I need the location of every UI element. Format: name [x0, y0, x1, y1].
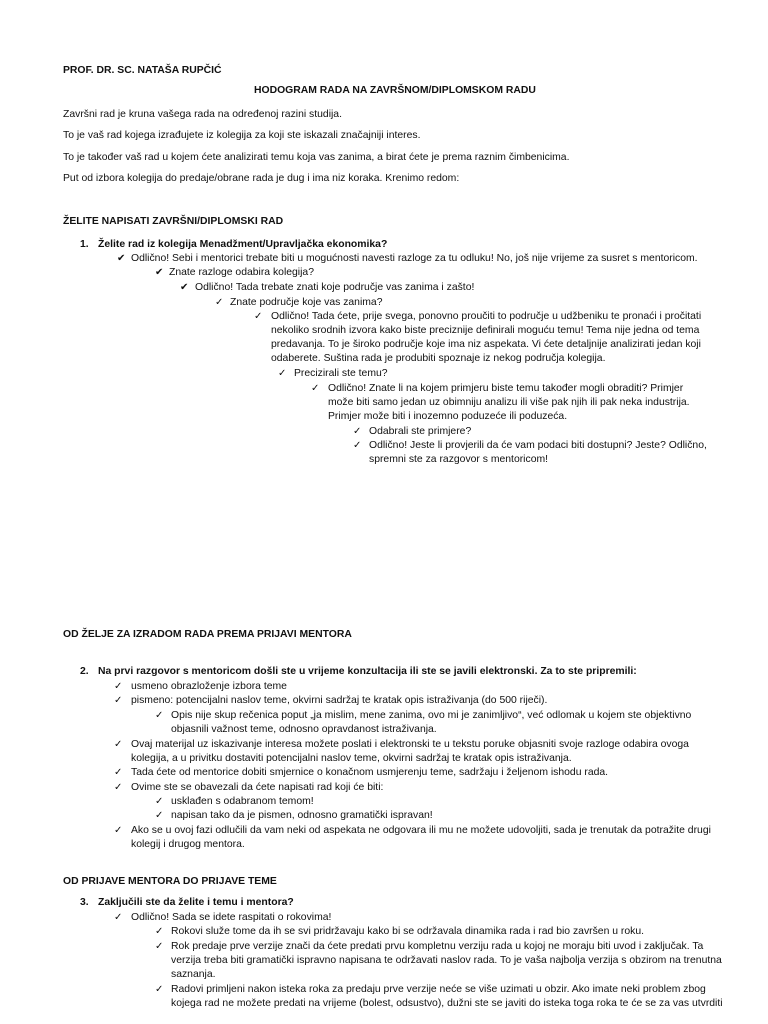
list-item: usklađen s odabranom temom! [171, 796, 314, 807]
check-icon: ✓ [155, 796, 164, 807]
question: Zaključili ste da želite i temu i mentora? [98, 897, 294, 908]
section-heading: OD PRIJAVE MENTORA DO PRIJAVE TEME [63, 876, 277, 887]
document-title: HODOGRAM RADA NA ZAVRŠNOM/DIPLOMSKOM RADU [254, 85, 536, 96]
list-item: Ovaj materijal uz iskazivanje interesa možete poslati i elektronski te u tekstu poruke objasniti svoje razloge odabira ovoga [131, 739, 689, 750]
check-icon: ✓ [114, 767, 123, 778]
check-icon: ✓ [278, 368, 287, 379]
list-item: usmeno obrazloženje izbora teme [131, 681, 287, 692]
check-icon: ✓ [215, 297, 224, 308]
list-item: Znate područje koje vas zanima? [230, 297, 383, 308]
check-icon: ✔ [155, 267, 164, 278]
list-number: 3. [80, 897, 89, 908]
check-icon: ✓ [114, 695, 123, 706]
check-icon: ✓ [114, 912, 123, 923]
check-icon: ✓ [155, 710, 164, 721]
section-heading: OD ŽELJE ZA IZRADOM RADA PREMA PRIJAVI MENTORA [63, 629, 352, 640]
check-icon: ✓ [155, 810, 164, 821]
section-heading: ŽELITE NAPISATI ZAVRŠNI/DIPLOMSKI RAD [63, 216, 284, 227]
list-number: 2. [80, 666, 89, 677]
check-icon: ✓ [114, 825, 123, 836]
list-item: napisan tako da je pismen, odnosno gramatički ispravan! [171, 810, 433, 821]
list-item: Radovi primljeni nakon isteka roka za predaju prve verzije neće se više uzimati u obzir. Ako imate neki problem zbog [171, 984, 706, 995]
list-item: može biti samo jedan uz obimniju analizu ili više pak njih ili pak neka industrija. [328, 397, 690, 408]
list-item: Ovime ste se obavezali da ćete napisati rad koji će biti: [131, 782, 384, 793]
list-item: Odlično! Tada ćete, prije svega, ponovno proučiti to područje u udžbeniku te pronaći i pročitati [271, 311, 702, 322]
list-item: Odlično! Tada trebate znati koje područje vas zanima i zašto! [195, 282, 475, 293]
list-item: predavanja. To je široko područje koje ima niz aspekata. Vi ćete detaljnije analizirati jedan koji [271, 339, 701, 350]
check-icon: ✓ [114, 681, 123, 692]
list-item: Odlično! Sada se idete raspitati o rokovima! [131, 912, 332, 923]
list-item: verzija treba biti gramatički ispravno napisana te održavati naslov rada. To je vaša najbolja verzija s obzirom na trenutna [171, 955, 722, 966]
list-item: pismeno: potencijalni naslov teme, okvirni sadržaj te kratak opis istraživanja (do 500 riječi). [131, 695, 548, 706]
author-name: PROF. DR. SC. NATAŠA RUPČIĆ [63, 65, 222, 76]
list-item: Precizirali ste temu? [294, 368, 388, 379]
list-item: odaberete. Suština rada je produbiti spoznaje iz nekog područja kolegija. [271, 353, 606, 364]
list-item: Znate razloge odabira kolegija? [169, 267, 314, 278]
check-icon: ✓ [114, 782, 123, 793]
question: Na prvi razgovor s mentoricom došli ste u vrijeme konzultacija ili ste se javili elektronski. Za to ste pripremili: [98, 666, 637, 677]
check-icon: ✓ [311, 383, 320, 394]
check-icon: ✓ [353, 426, 362, 437]
list-item: saznanja. [171, 969, 216, 980]
list-item: Opis nije skup rečenica poput „ja mislim, mene zanima, ovo mi je zanimljivo“, već odlomak u kojem ste objektivno [171, 710, 692, 721]
list-item: Odabrali ste primjere? [369, 426, 472, 437]
list-item: Rokovi služe tome da ih se svi pridržavaju kako bi se održavala dinamika rada i rad bio završen u roku. [171, 926, 645, 937]
list-item: kolegij i drugog mentora. [131, 839, 245, 850]
list-item: Rok predaje prve verzije znači da ćete predati prvu kompletnu verziju rada u kojoj ne moraju biti uvod i zaključak. Ta [171, 941, 704, 952]
check-icon: ✔ [117, 253, 126, 264]
list-item: spremni ste za razgovor s mentoricom! [369, 454, 549, 465]
list-item: Primjer može biti i inozemno poduzeće ili poduzeća. [328, 411, 568, 422]
list-item: Odlično! Jeste li provjerili da će vam podaci biti dostupni? Jeste? Odlično, [369, 440, 707, 451]
list-item: Odlično! Znate li na kojem primjeru biste temu također mogli obraditi? Primjer [328, 383, 684, 394]
check-icon: ✓ [155, 984, 164, 995]
list-item: Odlično! Sebi i mentorici trebate biti u mogućnosti navesti razloge za tu odluku! No, još nije vrijeme za susret s mentoricom. [131, 253, 698, 264]
check-icon: ✓ [114, 739, 123, 750]
list-item: objasnili važnost teme, odnosno opravdanost istraživanja. [171, 724, 437, 735]
check-icon: ✓ [155, 941, 164, 952]
check-icon: ✓ [254, 311, 263, 322]
check-icon: ✓ [155, 926, 164, 937]
intro-paragraph: To je vaš rad kojega izrađujete iz kolegija za koji ste iskazali značajniji interes. [63, 130, 421, 141]
list-item: nekoliko srodnih izvora kako biste preciznije definirali moguću temu! Tema nije jedna od tema [271, 325, 700, 336]
intro-paragraph: To je također vaš rad u kojem ćete analizirati temu koja vas zanima, a birat ćete je prema raznim čimbenicima. [63, 152, 570, 163]
list-item: kojega rad ne možete predati na vrijeme (bolest, odsustvo), dužni ste se javiti do isteka toga roka te će se za vas utvrditi [171, 998, 723, 1009]
question: Želite rad iz kolegija Menadžment/Upravljačka ekonomika? [98, 239, 388, 250]
check-icon: ✓ [353, 440, 362, 451]
list-item: kolegija, a u privitku dostaviti potencijalni naslov teme, okvirni sadržaj te kratak opis istraživanja. [131, 753, 572, 764]
check-icon: ✔ [180, 282, 189, 293]
intro-paragraph: Završni rad je kruna vašega rada na određenoj razini studija. [63, 109, 342, 120]
list-item: Tada ćete od mentorice dobiti smjernice o konačnom usmjerenju teme, sadržaju i željenom ishodu rada. [131, 767, 609, 778]
intro-paragraph: Put od izbora kolegija do predaje/obrane rada je dug i ima niz koraka. Krenimo redom: [63, 173, 460, 184]
list-number: 1. [80, 239, 89, 250]
list-item: Ako se u ovoj fazi odlučili da vam neki od aspekata ne odgovara ili mu ne možete udovoljiti, sada je trenutak da potražite drugi [131, 825, 711, 836]
